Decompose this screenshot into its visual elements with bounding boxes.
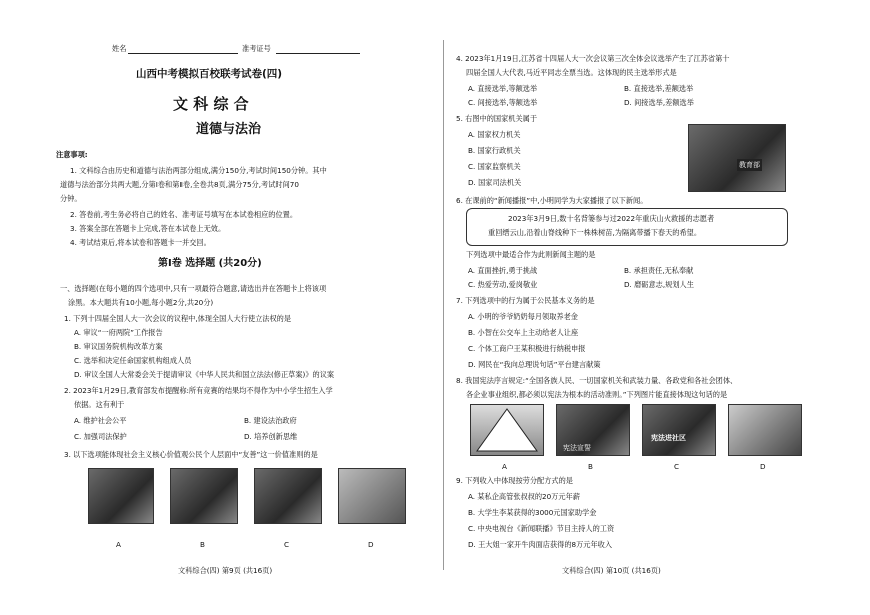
q3-label-b: B [200,540,205,549]
q2-option-d[interactable]: D. 培养创新思维 [244,432,298,441]
q8-label-d: D [760,462,766,471]
q6-option-b[interactable]: B. 承担责任,无私奉献 [624,266,694,275]
q6-sub: 下列选项中最适合作为此则新闻主题的是 [466,250,596,259]
q3-image-d[interactable] [338,468,406,524]
q3-stem: 3. 以下选项能体现社会主义核心价值观公民个人层面中“友善”这一价值准则的是 [64,450,318,459]
note-line: 分钟。 [60,194,82,203]
q1-option-a[interactable]: A. 审议“一府两院”工作报告 [74,328,163,337]
q8-stem: 8. 我国宪法序言规定:“全国各族人民、一切国家机关和武装力量、各政党和各社会团体、 [456,376,738,385]
q1-option-b[interactable]: B. 审议国务院机构改革方案 [74,342,163,351]
q8-stem: 各企业事业组织,都必须以宪法为根本的活动准则。”下列图片能直接体现这句话的是 [466,390,728,399]
note-line: 1. 文科综合由历史和道德与法治两部分组成,满分150分,考试时间150分钟。其中 [70,166,327,175]
q1-option-c[interactable]: C. 选举和决定任命国家机构组成人员 [74,356,192,365]
q8-image-d[interactable] [728,404,802,456]
q2-stem: 依据。这有利于 [74,400,125,409]
q8-image-b-text: 宪法宣誓 [563,444,591,452]
note-line: 道德与法治部分共两大题,分第Ⅰ卷和第Ⅱ卷,全卷共8页,满分75分,考试时间70 [60,180,299,189]
q5-option-a[interactable]: A. 国家权力机关 [468,130,521,139]
q6-option-c[interactable]: C. 热爱劳动,爱岗敬业 [468,280,538,289]
exam-id-label: 准考证号 [242,44,271,53]
q5-option-d[interactable]: D. 国家司法机关 [468,178,522,187]
q8-image-c-text: 宪法进社区 [651,434,686,442]
q4-option-a[interactable]: A. 直接选举,等额选举 [468,84,538,93]
note-line: 4. 考试结束后,将本试卷和答题卡一并交回。 [70,238,211,247]
q6-news-line: 2023年3月9日,数十名背篓参与过2022年重庆山火救援的志愿者 [508,214,715,223]
q2-option-a[interactable]: A. 维护社会公平 [74,416,127,425]
section-intro: 涂黑。本大题共有10小题,每小题2分,共20分) [68,298,214,307]
q9-stem: 9. 下列收入中体现按劳分配方式的是 [456,476,573,485]
q8-image-b[interactable] [556,404,630,456]
q5-option-b[interactable]: B. 国家行政机关 [468,146,521,155]
q5-photo [688,124,786,192]
q3-label-a: A [116,540,121,549]
q3-label-c: C [284,540,290,549]
q2-option-b[interactable]: B. 建设法治政府 [244,416,297,425]
q6-news-line: 重回缙云山,沿着山脊线种下一株株树苗,为隔离带播下春天的希望。 [488,228,702,237]
q7-option-d[interactable]: D. 网民在“我向总理说句话”平台建言献策 [468,360,601,369]
q5-option-c[interactable]: C. 国家监察机关 [468,162,521,171]
section-title: 第Ⅰ卷 选择题 (共20分) [158,258,262,269]
part-title: 道德与法治 [196,122,262,137]
q4-stem: 四届全国人大代表,马近平同志全票当选。这体现的民主选举形式是 [466,68,677,77]
q8-label-a: A [502,462,507,471]
q5-photo-sign: 教育部 [739,161,760,169]
q8-image-c[interactable] [642,404,716,456]
q7-option-c[interactable]: C. 个体工商户王某积极进行纳税申报 [468,344,586,353]
pyramid-icon [471,405,543,455]
note-line: 3. 答案全部在答题卡上完成,答在本试卷上无效。 [70,224,226,233]
note-line: 2. 答卷前,考生务必将自己的姓名、准考证号填写在本试卷相应的位置。 [70,210,298,219]
page-footer-left: 文科综合(四) 第9页 (共16页) [178,566,273,575]
column-divider [443,40,444,570]
q2-option-c[interactable]: C. 加强司法保护 [74,432,127,441]
q4-stem: 4. 2023年1月19日,江苏省十四届人大一次会议第三次全体会议选举产生了江苏省第十 [456,54,730,63]
q4-option-d[interactable]: D. 间接选举,差额选举 [624,98,694,107]
q1-option-d[interactable]: D. 审议全国人大常委会关于提请审议《中华人民共和国立法法(修正草案)》的议案 [74,370,335,379]
q3-image-a[interactable] [88,468,154,524]
q9-option-b[interactable]: B. 大学生李某获得的3000元国家助学金 [468,508,597,517]
q3-image-b[interactable] [170,468,238,524]
q6-option-a[interactable]: A. 直面挫折,勇于挑战 [468,266,538,275]
q9-option-a[interactable]: A. 某私企高管张叔叔的20万元年薪 [468,492,580,501]
q4-option-c[interactable]: C. 间接选举,等额选举 [468,98,538,107]
page-footer-right: 文科综合(四) 第10页 (共16页) [562,566,661,575]
name-field-line[interactable] [128,53,238,54]
exam-id-field-line[interactable] [276,53,360,54]
name-label: 姓名 [112,44,127,53]
q7-stem: 7. 下列选项中的行为属于公民基本义务的是 [456,296,595,305]
q1-stem: 1. 下列十四届全国人大一次会议的议程中,体现全国人大行使立法权的是 [64,314,292,323]
q3-image-c[interactable] [254,468,322,524]
q2-stem: 2. 2023年1月29日,教育部发布提醒称:所有竞赛的结果均不得作为中小学生招生入学 [64,386,333,395]
q8-label-b: B [588,462,593,471]
q6-stem: 6. 在课前的“新闻播报”中,小明同学为大家播报了以下新闻。 [456,196,648,205]
q7-option-b[interactable]: B. 小智在公交车上主动给老人让座 [468,328,579,337]
q6-option-d[interactable]: D. 磨砺意志,规划人生 [624,280,694,289]
q5-stem: 5. 右图中的国家机关属于 [456,114,538,123]
q9-option-c[interactable]: C. 中央电视台《新闻联播》节目主持人的工资 [468,524,615,533]
q8-image-a[interactable] [470,404,544,456]
q7-option-a[interactable]: A. 小明的爷爷奶奶每月领取养老金 [468,312,578,321]
q8-label-c: C [674,462,680,471]
q3-label-d: D [368,540,374,549]
notes-title: 注意事项: [56,150,88,159]
q4-option-b[interactable]: B. 直接选举,差额选举 [624,84,694,93]
q9-option-d[interactable]: D. 王大姐一家开牛肉面店获得的8万元年收入 [468,540,613,549]
exam-title: 山西中考模拟百校联考试卷(四) [136,68,283,80]
subject-title: 文 科 综 合 [173,95,249,113]
section-intro: 一、选择题(在每小题的四个选项中,只有一项最符合题意,请选出并在答题卡上将该项 [60,284,327,293]
